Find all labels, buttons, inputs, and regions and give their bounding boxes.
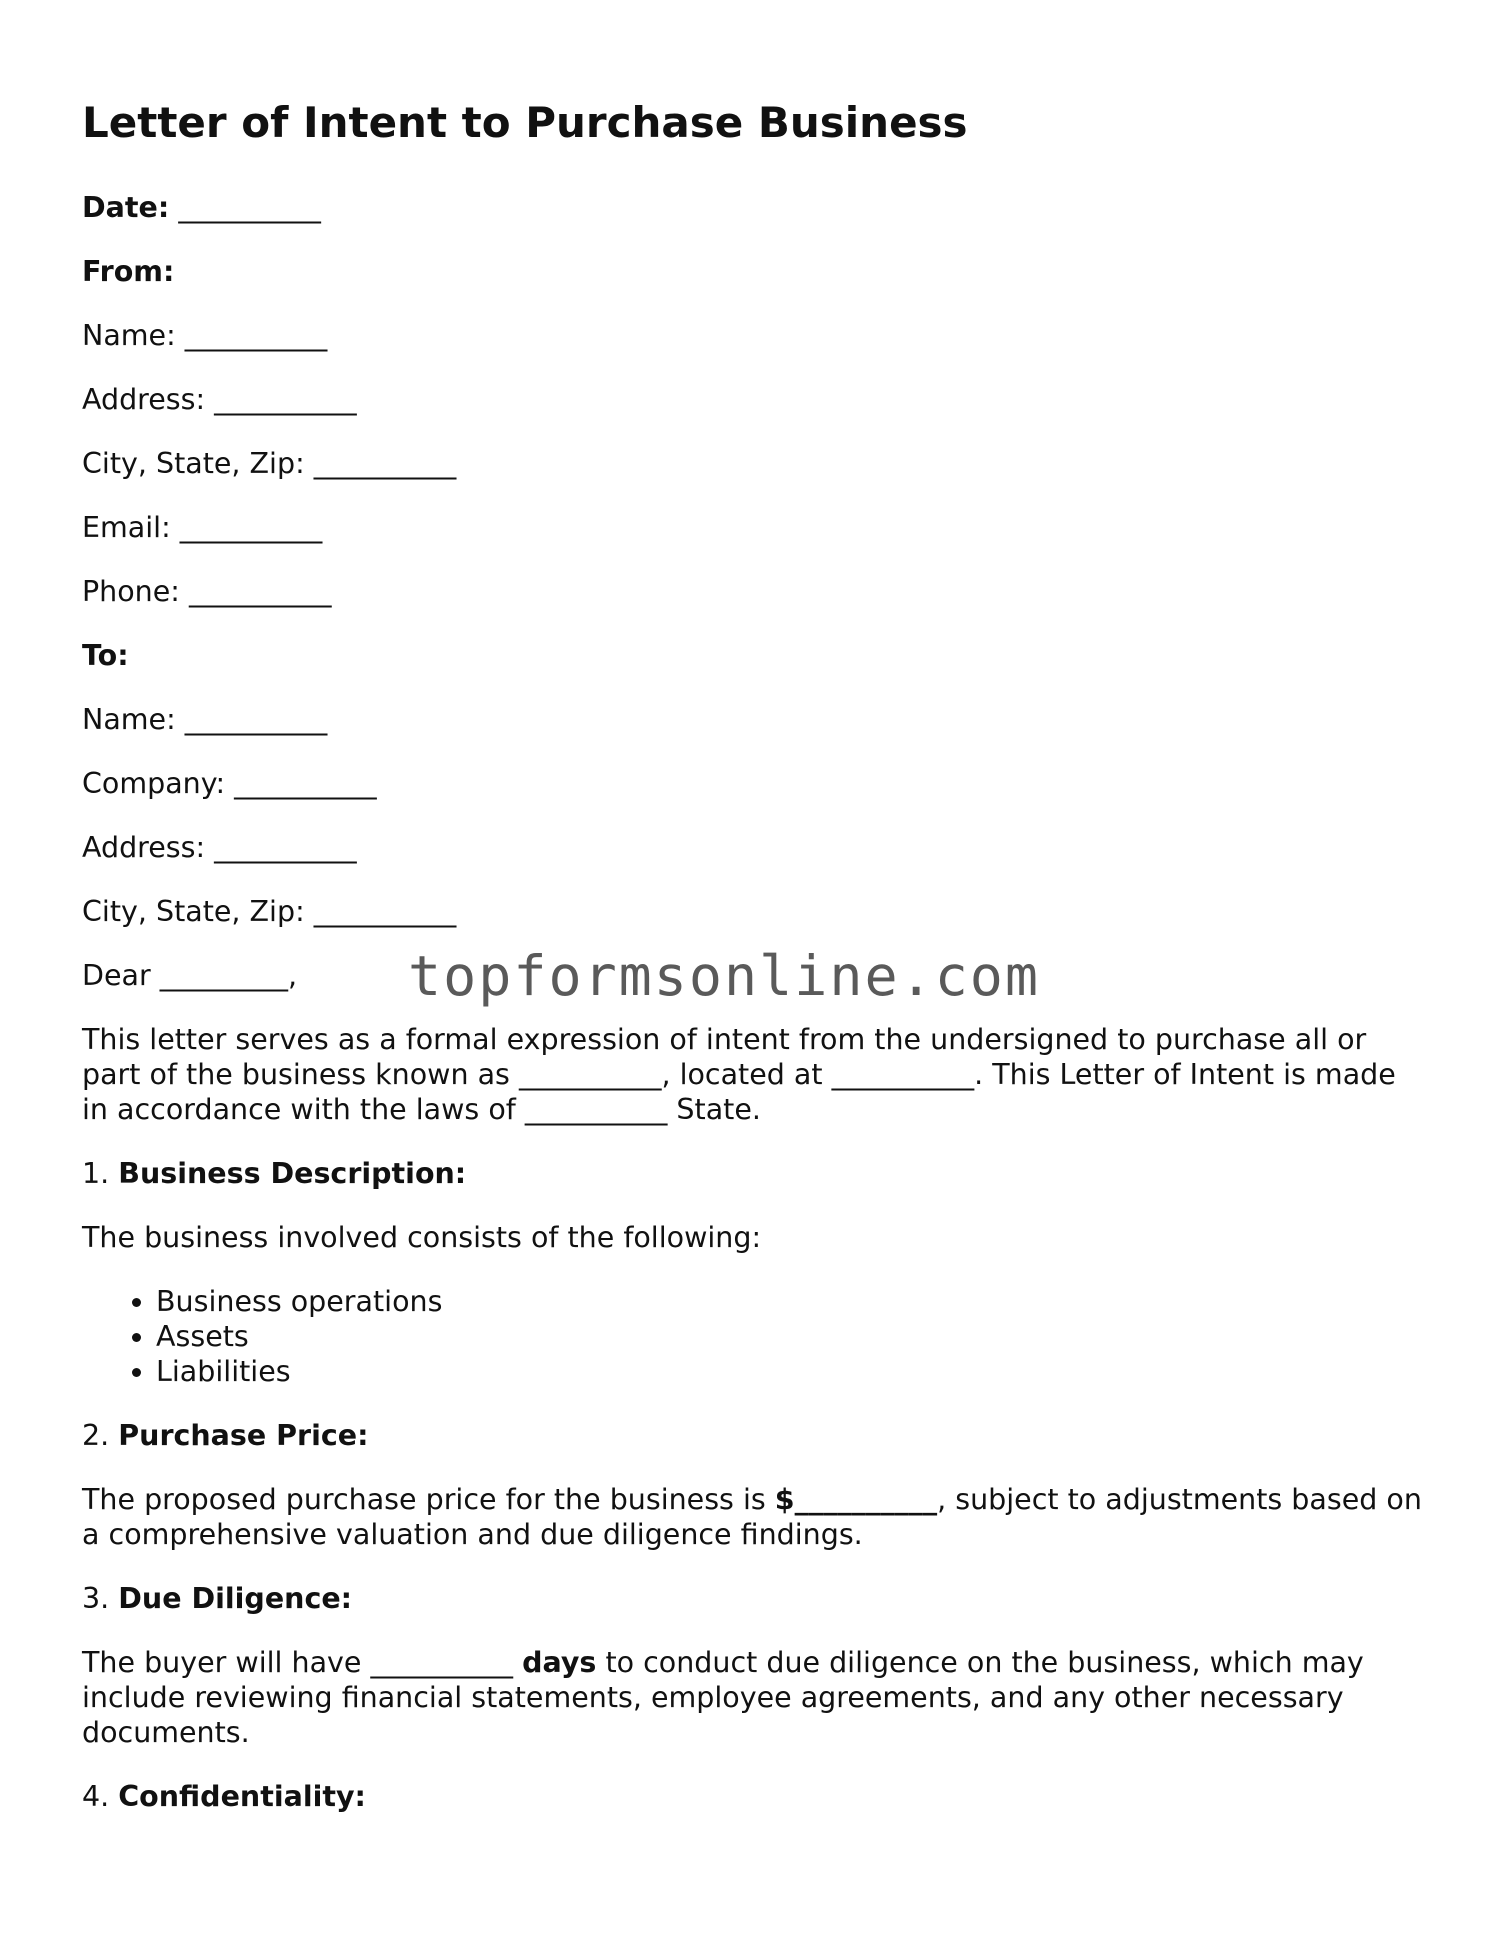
business-items-list: [82, 1284, 442, 1389]
section-title: Due Diligence:: [118, 1582, 353, 1615]
section-title: Confidentiality:: [118, 1780, 366, 1813]
date-label: Date:: [82, 191, 170, 224]
section-title: Business Description:: [118, 1157, 467, 1190]
from-phone: Phone: __________: [82, 575, 332, 608]
to-company: Company: __________: [82, 767, 377, 800]
business-description-text: The business involved consists of the following:: [82, 1221, 762, 1254]
list-item: • Liabilities: [156, 1354, 442, 1389]
to-city-state-zip: City, State, Zip: __________: [82, 895, 457, 928]
from-city-state-zip: City, State, Zip: __________: [82, 447, 457, 480]
to-heading: To:: [82, 639, 129, 672]
diligence-text-before: The buyer will have __________: [82, 1646, 523, 1679]
section-heading-due-diligence: [82, 1581, 352, 1616]
list-item: • Business operations: [156, 1284, 442, 1319]
page-title: Letter of Intent to Purchase Business: [82, 98, 968, 147]
to-name: Name: __________: [82, 703, 328, 736]
purchase-price-text: [82, 1482, 1422, 1552]
from-name: Name: __________: [82, 319, 328, 352]
section-heading-purchase-price: [82, 1418, 368, 1453]
section-number: 3.: [82, 1582, 110, 1615]
from-address: Address: __________: [82, 383, 357, 416]
date-blank: __________: [178, 191, 321, 224]
list-item: • Assets: [156, 1319, 442, 1354]
salutation: Dear _________,: [82, 959, 298, 992]
section-number: 2.: [82, 1419, 110, 1452]
price-text-before: The proposed purchase price for the business is: [82, 1483, 775, 1516]
from-email: Email: __________: [82, 511, 323, 544]
section-number: 4.: [82, 1780, 110, 1813]
section-heading-confidentiality: [82, 1779, 366, 1814]
intro-paragraph: This letter serves as a formal expression of intent from the undersigned to purchase all or part of the business known as __________, located at __________. This Letter of Intent is made in accordance with the laws of __________ State.: [82, 1023, 1396, 1126]
from-heading: From:: [82, 255, 175, 288]
due-diligence-text: [82, 1645, 1422, 1750]
section-title: Purchase Price:: [118, 1419, 369, 1452]
section-number: 1.: [82, 1157, 110, 1190]
diligence-days: days: [522, 1646, 597, 1679]
date-line: [82, 190, 321, 225]
price-text-after: , subject to adjustments based on a comprehensive valuation and due diligence findings.: [82, 1483, 1422, 1551]
diligence-text-after: to conduct due diligence on the business, which may include reviewing financial statements, employee agreements, and any other necessary documents.: [82, 1646, 1364, 1749]
to-address: Address: __________: [82, 831, 357, 864]
section-heading-business-description: [82, 1156, 466, 1191]
price-amount-blank: $__________: [774, 1483, 938, 1516]
watermark: topformsonline.com: [408, 944, 1041, 1008]
